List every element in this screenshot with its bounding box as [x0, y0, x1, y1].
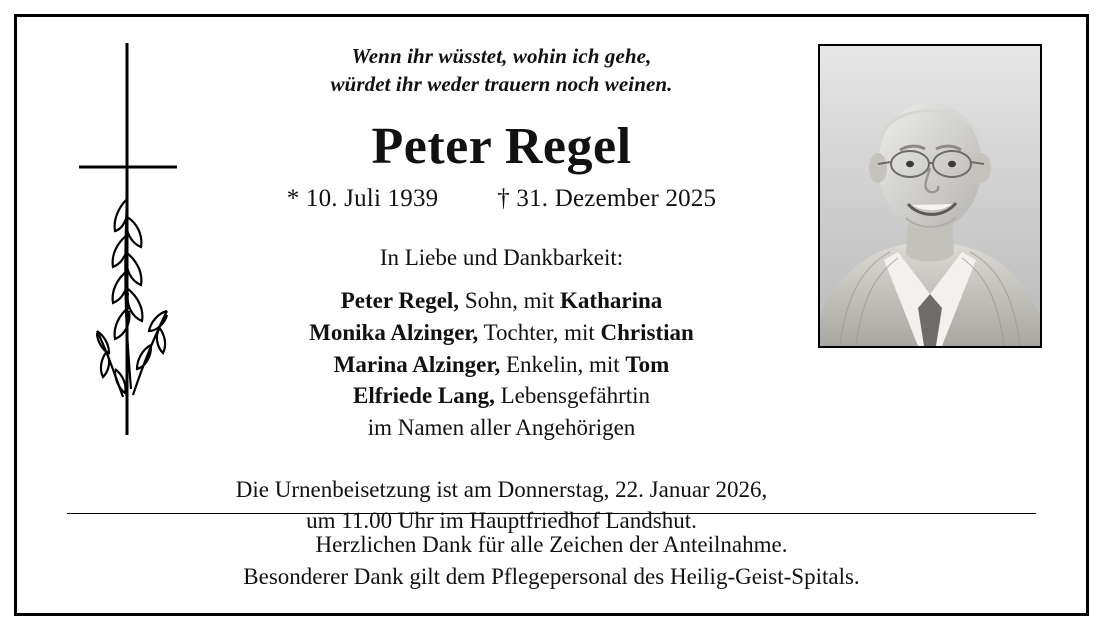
family-list — [207, 285, 796, 444]
list-item — [207, 412, 796, 444]
list-item — [207, 285, 796, 317]
family-closing: im Namen aller Angehörigen — [367, 414, 636, 440]
family-name-secondary: Tom — [625, 351, 670, 377]
thanks-section — [67, 529, 1036, 592]
family-name-primary: Monika Alzinger, — [309, 319, 479, 345]
family-name-primary: Elfriede Lang, — [352, 383, 495, 409]
family-relation: Tochter, mit — [478, 319, 601, 345]
family-relation: Lebensgefährtin — [494, 383, 651, 409]
family-relation: Sohn, mit — [459, 288, 561, 314]
list-item — [207, 317, 796, 349]
life-dates — [207, 185, 796, 213]
death-date: † 31. Dezember 2025 — [497, 185, 717, 213]
burial-line-1: Die Urnenbeisetzung ist am Donnerstag, 22. Januar 2026, — [235, 476, 768, 502]
burial-info — [207, 474, 796, 536]
burial-line-2: um 11.00 Uhr im Hauptfriedhof Landshut. — [306, 507, 697, 533]
family-relation: Enkelin, mit — [500, 351, 626, 377]
birth-date: * 10. Juli 1939 — [286, 185, 439, 213]
deceased-name: Peter Regel — [371, 118, 632, 176]
motto — [207, 43, 796, 98]
family-name-secondary: Katharina — [560, 288, 663, 314]
thanks-line-2: Besonderer Dank gilt dem Pflegepersonal des Heilig-Geist-Spitals. — [243, 563, 860, 589]
family-name-primary: Marina Alzinger, — [333, 351, 501, 377]
list-item — [207, 349, 796, 381]
notice-frame — [14, 14, 1089, 616]
thanks-line-1: Herzlichen Dank für alle Zeichen der Anteilnahme. — [315, 532, 788, 557]
family-name-secondary: Christian — [600, 319, 694, 345]
motto-line-2: würdet ihr weder trauern noch weinen. — [330, 71, 673, 96]
portrait-photo — [818, 44, 1042, 348]
horizontal-divider — [67, 513, 1036, 514]
cross-and-wheat-icon — [61, 39, 201, 439]
notice-text-column — [207, 43, 796, 536]
dedication-line: In Liebe und Dankbarkeit: — [379, 245, 624, 271]
list-item — [207, 380, 796, 412]
motto-line-1: Wenn ihr wüsstet, wohin ich gehe, — [351, 44, 652, 68]
family-name-primary: Peter Regel, — [340, 288, 460, 314]
